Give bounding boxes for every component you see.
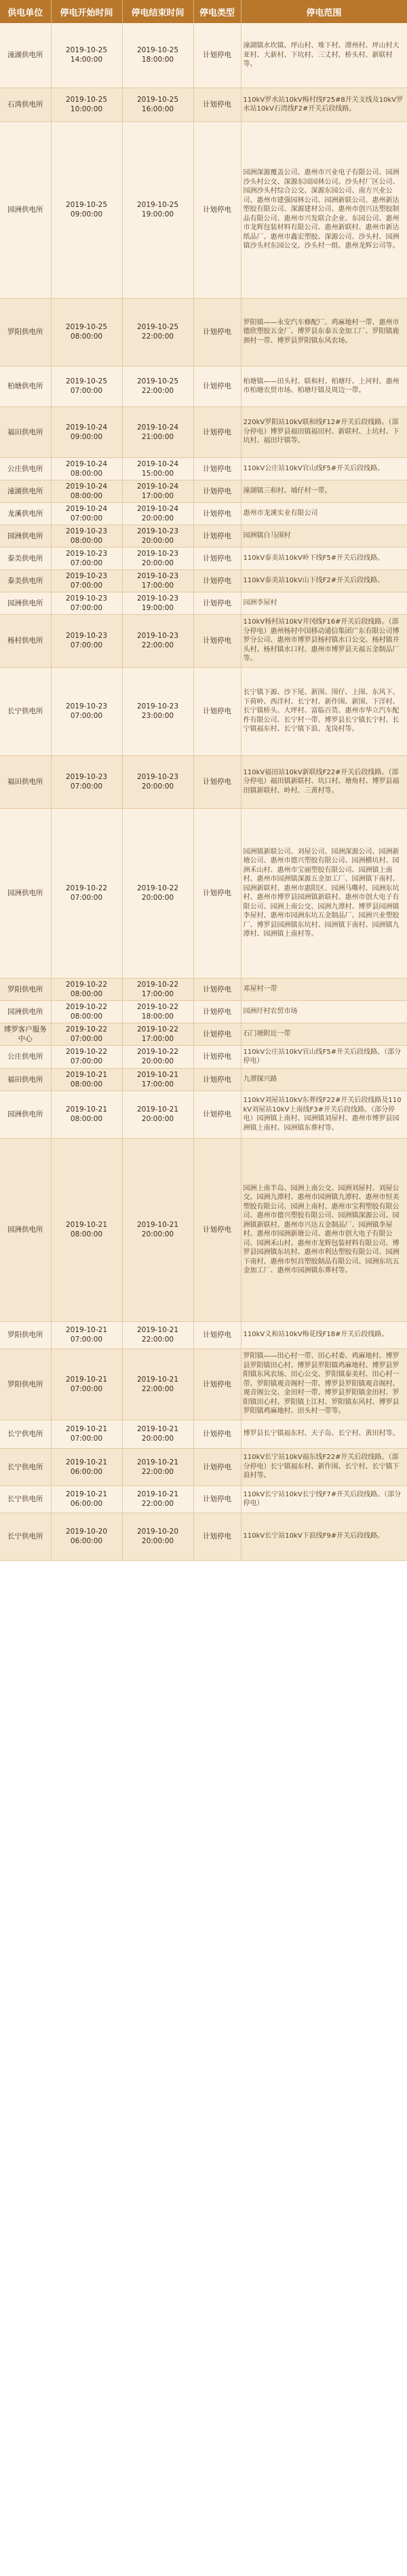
- outage-type-cell: 计划停电: [193, 569, 241, 592]
- supply-unit-cell: 园洲供电所: [0, 1000, 51, 1023]
- table-row: [0, 1091, 407, 1138]
- outage-scope-cell: 博罗县长宁镇福东村、天子岛、长宁村、黄田村等。: [241, 1420, 407, 1448]
- end-time-cell: 2019-10-21 20:00:00: [122, 1420, 193, 1448]
- table-row: [0, 1000, 407, 1023]
- start-time-cell: 2019-10-25 10:00:00: [51, 88, 122, 121]
- end-time-cell: 2019-10-23 20:00:00: [122, 547, 193, 569]
- supply-unit-cell: 柏塘供电所: [0, 366, 51, 406]
- supply-unit-cell: 潼湖供电所: [0, 480, 51, 502]
- outage-type-cell: 计划停电: [193, 592, 241, 614]
- supply-unit-cell: 长宁供电所: [0, 1513, 51, 1560]
- supply-unit-cell: 泰美供电所: [0, 569, 51, 592]
- supply-unit-cell: 博罗客户服务中心: [0, 1023, 51, 1045]
- start-time-cell: 2019-10-23 07:00:00: [51, 755, 122, 808]
- supply-unit-cell: 福田供电所: [0, 406, 51, 457]
- start-time-cell: 2019-10-23 07:00:00: [51, 569, 122, 592]
- outage-scope-cell: 110kV泰美站10kV山下线F2#开关后段线路。: [241, 569, 407, 592]
- supply-unit-cell: 泰美供电所: [0, 547, 51, 569]
- outage-scope-cell: 柏塘镇——田头村、联和村、柏塘圩、上河村、惠州市柏塘农贸市场、柏塘圩镇及周边一带。: [241, 366, 407, 406]
- start-time-cell: 2019-10-23 07:00:00: [51, 592, 122, 614]
- table-row: [0, 298, 407, 366]
- start-time-cell: 2019-10-23 08:00:00: [51, 525, 122, 547]
- outage-scope-cell: 110kV公庄站10kV官山线F5#开关后段线路。（部分停电）: [241, 1045, 407, 1068]
- table-row: [0, 978, 407, 1000]
- outage-scope-cell: 110kV义和站10kV梅花线F18#开关后段线路。: [241, 1321, 407, 1348]
- end-time-cell: 2019-10-22 17:00:00: [122, 1023, 193, 1045]
- end-time-cell: 2019-10-23 20:00:00: [122, 755, 193, 808]
- supply-unit-cell: 杨村供电所: [0, 614, 51, 667]
- outage-scope-cell: 邓屋村一带: [241, 978, 407, 1000]
- table-row: [0, 1321, 407, 1348]
- table-row: [0, 1138, 407, 1321]
- end-time-cell: 2019-10-23 17:00:00: [122, 569, 193, 592]
- outage-scope-cell: 110kV罗水站10kV梅村线F25#8开关支线及10kV罗水站10kV石湾线F2#开关后段线路。: [241, 88, 407, 121]
- supply-unit-cell: 福田供电所: [0, 1068, 51, 1091]
- supply-unit-cell: 罗阳供电所: [0, 1348, 51, 1420]
- start-time-cell: 2019-10-20 06:00:00: [51, 1513, 122, 1560]
- outage-type-cell: 计划停电: [193, 808, 241, 978]
- table-row: [0, 1068, 407, 1091]
- table-row: [0, 1023, 407, 1045]
- outage-scope-cell: 110kV福田站10kV新联线F22#开关后段线路。（部分停电）福田镇新联村、坑口村、塘角村、博罗县福田镇新联村、岭村、三黄村等。: [241, 755, 407, 808]
- end-time-cell: 2019-10-22 17:00:00: [122, 978, 193, 1000]
- start-time-cell: 2019-10-24 08:00:00: [51, 457, 122, 480]
- table-row: [0, 457, 407, 480]
- end-time-cell: 2019-10-22 20:00:00: [122, 1045, 193, 1068]
- outage-scope-cell: 罗阳镇——永安汽车修配厂、鸡麻地村一带、惠州市德欣塑胶五金厂、博罗县东泰五金加工厂、罗阳镇鹿颈村一带、博罗县罗阳镇东风农场。: [241, 298, 407, 366]
- outage-scope-cell: 园洲圩村农贸市场: [241, 1000, 407, 1023]
- supply-unit-cell: 罗阳供电所: [0, 298, 51, 366]
- supply-unit-cell: 长宁供电所: [0, 1420, 51, 1448]
- start-time-cell: 2019-10-23 07:00:00: [51, 667, 122, 755]
- supply-unit-cell: 长宁供电所: [0, 1448, 51, 1485]
- table-row: [0, 614, 407, 667]
- supply-unit-cell: 龙溪供电所: [0, 502, 51, 525]
- outage-scope-cell: 潼湖镇水坎镇、坪山村、堆下村、潭州村、坪山村大亚村、大新村、下坑村、三丈村、桥头村、新联村等。: [241, 23, 407, 88]
- end-time-cell: 2019-10-24 20:00:00: [122, 502, 193, 525]
- outage-type-cell: 计划停电: [193, 366, 241, 406]
- end-time-cell: 2019-10-22 20:00:00: [122, 808, 193, 978]
- outage-scope-cell: 九潭探兴路: [241, 1068, 407, 1091]
- outage-type-cell: 计划停电: [193, 1091, 241, 1138]
- outage-type-cell: 计划停电: [193, 121, 241, 298]
- end-time-cell: 2019-10-21 22:00:00: [122, 1485, 193, 1513]
- outage-scope-cell: 惠州市龙溪实业有限公司: [241, 502, 407, 525]
- end-time-cell: 2019-10-21 22:00:00: [122, 1448, 193, 1485]
- header-outage-type: 停电类型: [193, 0, 241, 23]
- supply-unit-cell: 公庄供电所: [0, 1045, 51, 1068]
- supply-unit-cell: 园洲供电所: [0, 808, 51, 978]
- outage-type-cell: 计划停电: [193, 1513, 241, 1560]
- outage-type-cell: 计划停电: [193, 23, 241, 88]
- outage-type-cell: 计划停电: [193, 298, 241, 366]
- end-time-cell: 2019-10-21 17:00:00: [122, 1068, 193, 1091]
- outage-type-cell: 计划停电: [193, 1420, 241, 1448]
- outage-type-cell: 计划停电: [193, 502, 241, 525]
- end-time-cell: 2019-10-24 21:00:00: [122, 406, 193, 457]
- start-time-cell: 2019-10-22 07:00:00: [51, 1045, 122, 1068]
- supply-unit-cell: 罗阳供电所: [0, 978, 51, 1000]
- table-row: [0, 592, 407, 614]
- header-row: [0, 0, 407, 23]
- outage-scope-cell: 园洲镇白马围村: [241, 525, 407, 547]
- start-time-cell: 2019-10-22 07:00:00: [51, 1023, 122, 1045]
- supply-unit-cell: 潼湖供电所: [0, 23, 51, 88]
- outage-type-cell: 计划停电: [193, 406, 241, 457]
- end-time-cell: 2019-10-20 20:00:00: [122, 1513, 193, 1560]
- outage-type-cell: 计划停电: [193, 978, 241, 1000]
- outage-scope-cell: 石门塘附近一带: [241, 1023, 407, 1045]
- outage-scope-cell: 110kV长宁站10kV下浪线F9#开关后段线路。: [241, 1513, 407, 1560]
- start-time-cell: 2019-10-21 06:00:00: [51, 1448, 122, 1485]
- outage-type-cell: 计划停电: [193, 667, 241, 755]
- outage-scope-cell: 110kV长宁站10kV长宁线F7#开关后段线路。（部分停电）: [241, 1485, 407, 1513]
- outage-scope-cell: 园洲上南半岛、园洲上南公交、园洲刘屋村、刘屋公交、园洲九潭村、惠州市园洲镇九潭村、惠州市恒美塑胶有限公司、园洲上南村、惠州市宝利塑胶有限公司、惠州市德兴塑胶有限公司、园洲镇深源公司、园洲镇新联村、惠州市兴达五金制品厂、园洲镇李屋村、惠州市园洲新塘公司、惠州市创大电子有限公司、园洲禾山村、惠州市龙辉包装材料有限公司、博罗县园洲镇东坑村、惠州市利达塑胶有限公司、园洲下南村、惠州市恒昌塑胶制品有限公司、园洲东坑五金加工厂、惠州市园洲镇东葬村等。: [241, 1138, 407, 1321]
- supply-unit-cell: 园洲供电所: [0, 1138, 51, 1321]
- start-time-cell: 2019-10-25 08:00:00: [51, 298, 122, 366]
- outage-scope-cell: 潼湖镇三和村、埔仔村一带。: [241, 480, 407, 502]
- supply-unit-cell: 园洲供电所: [0, 592, 51, 614]
- outage-type-cell: 计划停电: [193, 1023, 241, 1045]
- table-header: [0, 0, 407, 23]
- table-row: [0, 1513, 407, 1560]
- end-time-cell: 2019-10-24 17:00:00: [122, 480, 193, 502]
- table-row: [0, 366, 407, 406]
- table-row: [0, 1420, 407, 1448]
- table-row: [0, 480, 407, 502]
- outage-type-cell: 计划停电: [193, 755, 241, 808]
- outage-type-cell: 计划停电: [193, 1485, 241, 1513]
- start-time-cell: 2019-10-22 07:00:00: [51, 808, 122, 978]
- start-time-cell: 2019-10-22 08:00:00: [51, 1000, 122, 1023]
- supply-unit-cell: 长宁供电所: [0, 667, 51, 755]
- outage-scope-cell: 110kV公庄站10kV官山线F5#开关后段线路。: [241, 457, 407, 480]
- start-time-cell: 2019-10-24 07:00:00: [51, 502, 122, 525]
- supply-unit-cell: 公庄供电所: [0, 457, 51, 480]
- end-time-cell: 2019-10-25 16:00:00: [122, 88, 193, 121]
- header-end-time: 停电结束时间: [122, 0, 193, 23]
- start-time-cell: 2019-10-22 08:00:00: [51, 978, 122, 1000]
- end-time-cell: 2019-10-21 22:00:00: [122, 1348, 193, 1420]
- table-row: [0, 755, 407, 808]
- end-time-cell: 2019-10-24 15:00:00: [122, 457, 193, 480]
- outage-scope-cell: 园洲深源覆盖公司、惠州市兴业电子有限公司、园洲沙头村公交、深源东园园林公司、沙头村厂区公司、园洲沙头村综合公交、深源东园公司、南方兴业公司、惠州市建强园林公司、园洲新联公司、惠州新达塑胶有限公司、深源建材公司、惠州市创兴达塑胶制品有限公司、惠州市兴发联合企业、东园公司、惠州市龙辉包装材料有限公司、惠州新联村、惠州市新达纸品厂、惠州市鑫宏塑胶、深源公司、沙头村、园洲镇沙头村东园公交、沙头村一组、惠州龙辉公司等。: [241, 121, 407, 298]
- start-time-cell: 2019-10-23 07:00:00: [51, 614, 122, 667]
- start-time-cell: 2019-10-21 08:00:00: [51, 1068, 122, 1091]
- start-time-cell: 2019-10-21 07:00:00: [51, 1420, 122, 1448]
- outage-type-cell: 计划停电: [193, 525, 241, 547]
- outage-type-cell: 计划停电: [193, 88, 241, 121]
- start-time-cell: 2019-10-25 14:00:00: [51, 23, 122, 88]
- end-time-cell: 2019-10-23 23:00:00: [122, 667, 193, 755]
- table-row: [0, 1348, 407, 1420]
- start-time-cell: 2019-10-25 07:00:00: [51, 366, 122, 406]
- header-start-time: 停电开始时间: [51, 0, 122, 23]
- outage-type-cell: 计划停电: [193, 1068, 241, 1091]
- outage-scope-cell: 110kV泰美站10kV岭下线F5#开关后段线路。: [241, 547, 407, 569]
- table-row: [0, 569, 407, 592]
- start-time-cell: 2019-10-21 07:00:00: [51, 1348, 122, 1420]
- end-time-cell: 2019-10-21 20:00:00: [122, 1091, 193, 1138]
- supply-unit-cell: 福田供电所: [0, 755, 51, 808]
- end-time-cell: 2019-10-23 22:00:00: [122, 614, 193, 667]
- table-row: [0, 88, 407, 121]
- start-time-cell: 2019-10-24 08:00:00: [51, 480, 122, 502]
- table-row: [0, 667, 407, 755]
- table-row: [0, 121, 407, 298]
- supply-unit-cell: 园洲供电所: [0, 525, 51, 547]
- table-row: [0, 406, 407, 457]
- end-time-cell: 2019-10-25 22:00:00: [122, 298, 193, 366]
- start-time-cell: 2019-10-25 09:00:00: [51, 121, 122, 298]
- table-row: [0, 547, 407, 569]
- table-body: [0, 23, 407, 1560]
- end-time-cell: 2019-10-23 20:00:00: [122, 525, 193, 547]
- outage-type-cell: 计划停电: [193, 1321, 241, 1348]
- outage-type-cell: 计划停电: [193, 1448, 241, 1485]
- outage-type-cell: 计划停电: [193, 1348, 241, 1420]
- header-outage-scope: 停电范围: [241, 0, 407, 23]
- outage-scope-cell: 罗阳镇——田心村一带、田心村委、鸡麻地村、博罗县罗阳镇田心村、博罗县罗阳镇鸡麻地村、博罗县罗阳镇东风农场、田心公交、罗阳镇泰美村、田心村一带、罗阳镇观音阁村一带、博罗县罗阳镇观音阁村、观音阁公交、金田村一带、博罗县罗阳镇金田村、罗阳镇田心村、罗阳镇上江村、罗阳镇东风村、博罗县罗阳镇鸡麻地村、田头村一带等。: [241, 1348, 407, 1420]
- end-time-cell: 2019-10-25 18:00:00: [122, 23, 193, 88]
- outage-scope-cell: 长宁镇下源、沙下尾、新围、围仔、上围、东风下、下荷岭、西洋村、长宁村、新作围、新围、下洋村、长宁镇桥头、大坪村、富临百货、惠州市华立汽车配件有限公司、长宁村一带、博罗县长宁镇长宁村、长宁镇福东村、长宁镇下浪、龙岗村等。: [241, 667, 407, 755]
- supply-unit-cell: 石湾供电所: [0, 88, 51, 121]
- table-row: [0, 1485, 407, 1513]
- header-supply-unit: 供电单位: [0, 0, 51, 23]
- table-row: [0, 502, 407, 525]
- outage-scope-cell: 园洲李屋村: [241, 592, 407, 614]
- end-time-cell: 2019-10-22 18:00:00: [122, 1000, 193, 1023]
- end-time-cell: 2019-10-23 19:00:00: [122, 592, 193, 614]
- outage-type-cell: 计划停电: [193, 1138, 241, 1321]
- supply-unit-cell: 园洲供电所: [0, 1091, 51, 1138]
- table-row: [0, 808, 407, 978]
- outage-type-cell: 计划停电: [193, 480, 241, 502]
- outage-scope-cell: 园洲镇新联公司、刘屋公司、园洲深源公司、园洲新塘公司、惠州市德兴塑胶有限公司、园洲横坑村、园洲禾山村、惠州市宝丽塑胶有限公司、园洲镇上南村、惠州市园洲镇深源五金加工厂、园洲镇下南村、园洲新联村、惠州市惠阳区、园洲马嘶村、园洲东坑村、惠州市博罗县园洲镇新联村、惠州市创大电子有限公司、园洲上南公交、园洲九潭村、博罗县园洲镇李屋村、惠州市园洲东坑五金制品厂、园洲兴业塑胶厂、博罗县园洲镇东坑村、园洲镇下南村、园洲镇九潭村、园洲镇上南村等。: [241, 808, 407, 978]
- outage-scope-cell: 110kV杨村站10kV井冈线F16#开关后段线路。（部分停电）惠州杨村中国移动通信集团广东有限公司博罗分公司、惠州市博罗县杨村镇水口公交、杨村镇井头村、杨村镇水口村、惠州市博罗县天福五金制品厂等。: [241, 614, 407, 667]
- start-time-cell: 2019-10-21 06:00:00: [51, 1485, 122, 1513]
- supply-unit-cell: 园洲供电所: [0, 121, 51, 298]
- outage-type-cell: 计划停电: [193, 614, 241, 667]
- start-time-cell: 2019-10-21 08:00:00: [51, 1138, 122, 1321]
- end-time-cell: 2019-10-21 20:00:00: [122, 1138, 193, 1321]
- supply-unit-cell: 长宁供电所: [0, 1485, 51, 1513]
- end-time-cell: 2019-10-21 22:00:00: [122, 1321, 193, 1348]
- outage-type-cell: 计划停电: [193, 457, 241, 480]
- table-row: [0, 1448, 407, 1485]
- start-time-cell: 2019-10-23 07:00:00: [51, 547, 122, 569]
- outage-type-cell: 计划停电: [193, 547, 241, 569]
- outage-type-cell: 计划停电: [193, 1000, 241, 1023]
- table-row: [0, 1045, 407, 1068]
- table-row: [0, 525, 407, 547]
- start-time-cell: 2019-10-21 08:00:00: [51, 1091, 122, 1138]
- outage-scope-cell: 220kV罗阳站10kV联和线F12#开关后段线路。（部分停电）博罗县福田镇福田村、新联村、上坑村、下坑村、福田圩镇等。: [241, 406, 407, 457]
- outage-type-cell: 计划停电: [193, 1045, 241, 1068]
- supply-unit-cell: 罗阳供电所: [0, 1321, 51, 1348]
- start-time-cell: 2019-10-24 09:00:00: [51, 406, 122, 457]
- outage-scope-cell: 110kV长宁站10kV福东线F22#开关后段线路。（部分停电）长宁镇福东村、新作围、长宁村、长宁镇下浪村等。: [241, 1448, 407, 1485]
- start-time-cell: 2019-10-21 07:00:00: [51, 1321, 122, 1348]
- table-row: [0, 23, 407, 88]
- end-time-cell: 2019-10-25 19:00:00: [122, 121, 193, 298]
- end-time-cell: 2019-10-25 22:00:00: [122, 366, 193, 406]
- outage-scope-cell: 110kV刘屋站10kV东葬线F22#开关后段线路及110kV刘屋站10kV上南线F3#开关后段线路。（部分停电）园洲镇上南村、园洲镇刘屋村、惠州市博罗县园洲镇上南村、园洲镇东葬村等。: [241, 1091, 407, 1138]
